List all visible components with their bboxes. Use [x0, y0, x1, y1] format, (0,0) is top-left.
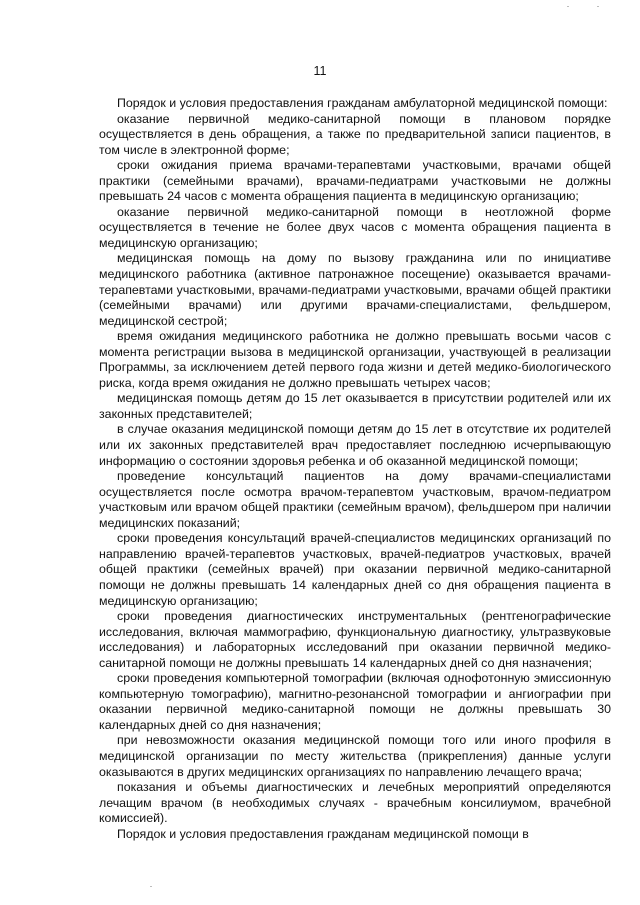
paragraph-indications: показания и объемы диагностических и лечебных мероприятий определяются лечащим врачом (в необходимых случаях - врачебным консилиумом, врачебной комиссией).: [99, 780, 611, 826]
paragraph-home-consultations: проведение консультаций пациентов на дому врачами-специалистами осуществляется после осмотра врачом-терапевтом участковым, врачом-педиатром участковым или врачом общей практики (семейным врачом), фельдшером при наличии медицинских показаний;: [99, 469, 611, 530]
scan-speck: [567, 6, 569, 7]
paragraph-children-parents: медицинская помощь детям до 15 лет оказывается в присутствии родителей или их законных представителей;: [99, 391, 611, 421]
paragraph-planned-care: оказание первичной медико-санитарной помощи в плановом порядке осуществляется в день обращения, а также по предварительной записи пациентов, в том числе в электронной форме;: [99, 111, 611, 157]
document-body: [99, 96, 611, 842]
scan-speck: [597, 6, 599, 7]
paragraph-intro: Порядок и условия предоставления гражданам амбулаторной медицинской помощи:: [117, 96, 608, 110]
paragraph-tomography-terms: сроки проведения компьютерной томографии (включая однофотонную эмиссионную компьютерную томографию), магнитно-резонансной томографии и ангиографии при оказании первичной медико-санитарной помощи не должны превышать 30 календарных дней со дня назначения;: [99, 671, 611, 732]
paragraph-other-organizations: при невозможности оказания медицинской помощи того или иного профиля в медицинской организации по месту жительства (прикрепления) данные услуги оказываются в других медицинских организациях по направлению лечащего врача;: [99, 733, 611, 779]
page-number: 11: [313, 64, 327, 78]
paragraph-children-absent-parents: в случае оказания медицинской помощи детям до 15 лет в отсутствие их родителей или их законных представителей врач предоставляет последнюю исчерпывающую информацию о состоянии здоровья ребенка и об оказанной медицинской помощи;: [99, 422, 611, 468]
paragraph-home-waiting: время ожидания медицинского работника не должно превышать восьми часов с момента регистрации вызова в медицинской организации, участвующей в реализации Программы, за исключением детей первого года жизни и детей медико-биологического риска, когда время ожидания не должно превышать четырех часов;: [99, 329, 611, 390]
paragraph-waiting-time: сроки ожидания приема врачами-терапевтами участковыми, врачами общей практики (семейными врачами), врачами-педиатрами участковыми не должны превышать 24 часов с момента обращения пациента в медицинскую организацию;: [99, 158, 611, 204]
scan-speck: [150, 886, 152, 887]
paragraph-home-care: медицинская помощь на дому по вызову гражданина или по инициативе медицинского работника (активное патронажное посещение) оказывается врачами-терапевтами участковыми, врачами-педиатрами участковыми, врачами общей практики (семейными врачами) или другими врачами-специалистами, фельдшером, медицинской сестрой;: [99, 251, 611, 328]
paragraph-conditions-continued: Порядок и условия предоставления гражданам медицинской помощи в: [117, 826, 529, 841]
paragraph-urgent-care: оказание первичной медико-санитарной помощи в неотложной форме осуществляется в течение не более двух часов с момента обращения пациента в медицинскую организацию;: [99, 204, 611, 250]
paragraph-specialist-terms: сроки проведения консультаций врачей-специалистов медицинских организаций по направлению врачей-терапевтов участковых, врачей-педиатров участковых, врачей общей практики (семейных врачей) при оказании первичной медико-санитарной помощи не должны превышать 14 календарных дней со дня обращения пациента в медицинскую организацию;: [99, 531, 611, 608]
paragraph-diagnostic-terms: сроки проведения диагностических инструментальных (рентгенографические исследования, включая маммографию, функциональную диагностику, ультразвуковые исследования) и лабораторных исследований при оказании первичной медико-санитарной помощи не должны превышать 14 календарных дней со дня назначения;: [99, 609, 611, 670]
